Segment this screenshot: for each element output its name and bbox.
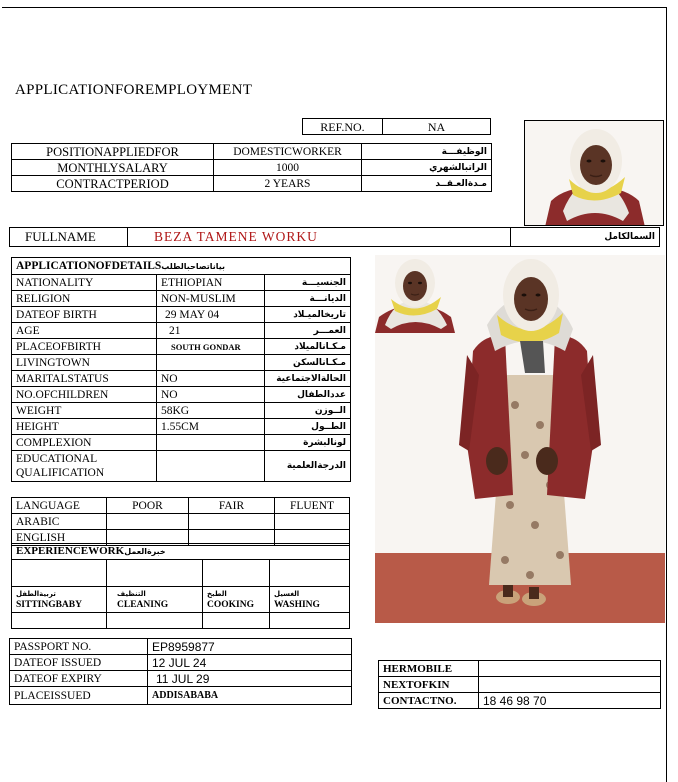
passport-row [10, 671, 352, 687]
detail-value: NON-MUSLIM [157, 291, 265, 307]
skill-arabic: تربيةالطفل [16, 589, 56, 598]
skill-cell [203, 587, 270, 613]
detail-arabic: تاريخالميـلاد [265, 307, 351, 323]
education-row [12, 451, 351, 482]
detail-arabic: الديانـــة [265, 291, 351, 307]
experience-cell [203, 560, 270, 587]
ref-value: NA [383, 119, 491, 135]
experience-blank-row [12, 560, 350, 587]
passport-label: DATEOF ISSUED [10, 655, 148, 671]
language-header: POOR [107, 498, 189, 514]
skill-label: WASHING [274, 599, 320, 610]
salary-arabic: الراتبالشهري [362, 160, 492, 176]
language-header: FAIR [189, 498, 275, 514]
passport-label: PASSPORT NO. [10, 639, 148, 655]
salary-row [12, 160, 492, 176]
detail-label: LIVINGTOWN [12, 355, 157, 371]
detail-label: PLACEOFBIRTH [12, 339, 157, 355]
contact-value [479, 677, 661, 693]
detail-label: WEIGHT [12, 403, 157, 419]
detail-label: DATEOF BIRTH [12, 307, 157, 323]
position-table [11, 143, 492, 192]
passport-row [10, 639, 352, 655]
position-label: POSITIONAPPLIEDFOR [12, 144, 214, 160]
details-header-arabic: بياناتصاحبالطلب [161, 261, 226, 271]
contact-label: NEXTOFKIN [379, 677, 479, 693]
full-body-photo [375, 255, 665, 623]
contract-row [12, 176, 492, 192]
detail-row [12, 275, 351, 291]
experience-label: EXPERIENCEWORK [16, 545, 125, 557]
contact-value [479, 661, 661, 677]
contact-row [379, 677, 661, 693]
skill-cell [270, 587, 350, 613]
skill-label: SITTINGBABY [16, 599, 82, 610]
fullname-arabic: السمالكامل [511, 228, 660, 247]
skill-check [203, 613, 270, 629]
fullname-value: BEZA TAMENE WORKU [128, 228, 511, 247]
detail-arabic: الــوزن [265, 403, 351, 419]
contact-label: CONTACTNO. [379, 693, 479, 709]
detail-value [157, 435, 265, 451]
passport-value: ADDISABABA [148, 687, 352, 705]
experience-cell [270, 560, 350, 587]
education-label [12, 451, 157, 482]
detail-label: MARITALSTATUS [12, 371, 157, 387]
detail-row [12, 419, 351, 435]
details-header: APPLICATIONOFDETAILS [16, 259, 162, 272]
detail-arabic: الحالةالاجتماعية [265, 371, 351, 387]
language-poor [107, 514, 189, 530]
skill-cell [12, 587, 107, 613]
ref-label: REF.NO. [303, 119, 383, 135]
salary-label: MONTHLYSALARY [12, 160, 214, 176]
passport-row [10, 687, 352, 705]
skill-label: COOKING [207, 599, 254, 610]
language-header: FLUENT [275, 498, 350, 514]
fullname-label: FULLNAME [10, 228, 128, 247]
skill-label: CLEANING [117, 599, 169, 610]
skill-check [270, 613, 350, 629]
fullname-table [9, 227, 660, 247]
detail-value: 58KG [157, 403, 265, 419]
education-label-line1: EDUCATIONAL [16, 453, 98, 465]
contact-row [379, 661, 661, 677]
detail-arabic: مـكـانالسكن [265, 355, 351, 371]
contract-arabic: مـدةالعـقــد [362, 176, 492, 192]
detail-value: 1.55CM [157, 419, 265, 435]
detail-label: NO.OFCHILDREN [12, 387, 157, 403]
detail-label: RELIGION [12, 291, 157, 307]
contact-value: 18 46 98 70 [479, 693, 661, 709]
portrait-photo [524, 120, 664, 226]
detail-row [12, 307, 351, 323]
skill-check [12, 613, 107, 629]
passport-label: PLACEISSUED [10, 687, 148, 705]
language-table [11, 497, 350, 546]
skill-arabic: التنظيف [117, 589, 146, 598]
detail-label: COMPLEXION [12, 435, 157, 451]
passport-value: 12 JUL 24 [148, 655, 352, 671]
detail-value: SOUTH GONDAR [157, 339, 265, 355]
detail-value: NO [157, 371, 265, 387]
experience-header-row [12, 544, 350, 560]
detail-row [12, 355, 351, 371]
language-header-row [12, 498, 350, 514]
position-row [12, 144, 492, 160]
skills-blank-row [12, 613, 350, 629]
detail-row [12, 323, 351, 339]
passport-table [9, 638, 352, 705]
language-fair [189, 514, 275, 530]
language-fluent [275, 514, 350, 530]
skill-arabic: الغسيل [274, 589, 300, 598]
skill-cell [107, 587, 203, 613]
language-label: ENGLISH [12, 530, 107, 546]
passport-row [10, 655, 352, 671]
details-header-row [12, 258, 351, 275]
passport-value: EP8959877 [148, 639, 352, 655]
contact-label: HERMOBILE [379, 661, 479, 677]
detail-arabic: العمـــر [265, 323, 351, 339]
detail-value: ETHIOPIAN [157, 275, 265, 291]
contact-row [379, 693, 661, 709]
detail-row [12, 403, 351, 419]
details-table [11, 257, 351, 482]
detail-label: NATIONALITY [12, 275, 157, 291]
detail-arabic: مـكـانالميلاد [265, 339, 351, 355]
education-label-line2: QUALIFICATION [16, 467, 105, 479]
experience-arabic: خبرةالعمل [124, 547, 166, 556]
skill-arabic: الطبخ [207, 589, 227, 598]
experience-cell [107, 560, 203, 587]
position-value: DOMESTICWORKER [214, 144, 362, 160]
detail-row [12, 387, 351, 403]
detail-value: 29 MAY 04 [157, 307, 265, 323]
detail-arabic: عددالطفال [265, 387, 351, 403]
detail-row [12, 371, 351, 387]
education-arabic: الدرجةالعلمية [265, 451, 351, 482]
skill-check [107, 613, 203, 629]
salary-value: 1000 [214, 160, 362, 176]
contact-table [378, 660, 661, 709]
passport-value: 11 JUL 29 [148, 671, 352, 687]
experience-table [11, 543, 350, 629]
detail-row [12, 291, 351, 307]
language-label: ARABIC [12, 514, 107, 530]
contract-value: 2 YEARS [214, 176, 362, 192]
detail-row [12, 339, 351, 355]
language-row [12, 514, 350, 530]
detail-label: AGE [12, 323, 157, 339]
detail-value: 21 [157, 323, 265, 339]
detail-arabic: الطــول [265, 419, 351, 435]
ref-table [302, 118, 491, 135]
experience-cell [12, 560, 107, 587]
detail-arabic: الجنسيـــة [265, 275, 351, 291]
detail-arabic: لونالبشرة [265, 435, 351, 451]
language-header: LANGUAGE [12, 498, 107, 514]
position-arabic: الوظيفـــة [362, 144, 492, 160]
detail-label: HEIGHT [12, 419, 157, 435]
education-value [157, 451, 265, 482]
contract-label: CONTRACTPERIOD [12, 176, 214, 192]
page-title: APPLICATIONFOREMPLOYMENT [15, 82, 253, 98]
passport-label: DATEOF EXPIRY [10, 671, 148, 687]
detail-row [12, 435, 351, 451]
detail-value [157, 355, 265, 371]
skills-row [12, 587, 350, 613]
detail-value: NO [157, 387, 265, 403]
